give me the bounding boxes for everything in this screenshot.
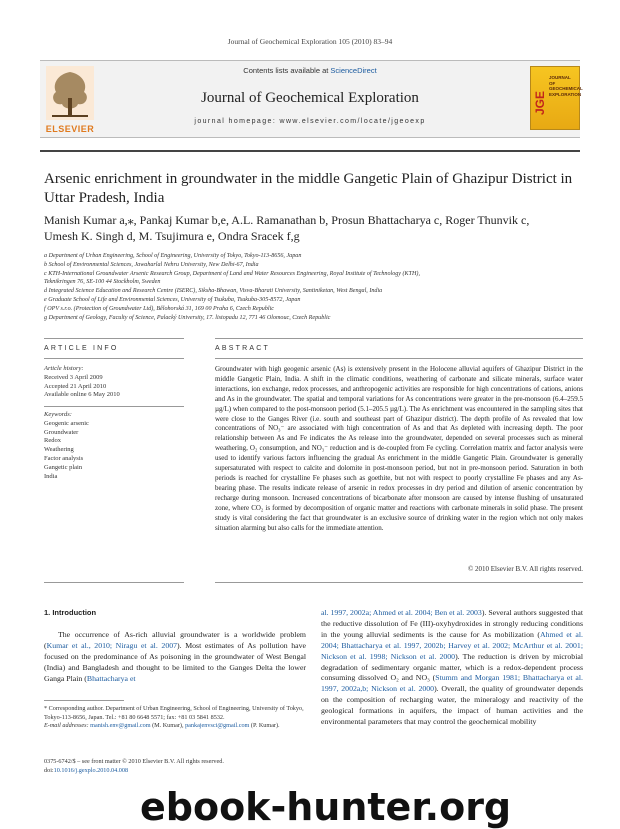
author-list: [44, 212, 584, 244]
issn-line: 0375-6742/$ – see front matter © 2010 Elsevier B.V. All rights reserved.: [44, 758, 224, 765]
keyword: Redox: [44, 437, 61, 445]
footnote: [44, 705, 306, 731]
intro-text: The occurrence of As-rich alluvial groundwater is a worldwide problem (: [44, 630, 306, 650]
abstract-text: Groundwater with high geogenic arsenic (As) is extensively present in the Holocene alluvial aquifers of Ghazipur District in the middle Gangetic Plain, India. A shift in the climatic conditions, weathering of carbonate and silicate minerals, surface water interactions, ion exchange, redox processes, and anthropogenic activities are responsible for high concentrations of cations, anions and As in the groundwater. The spatial and temporal variations for As concentrations were greater in the pre-monsoon (6.4–259.5 µg/L) when compared to the post-monsoon period (5.1–205.5 µg/L). The As enrichment was encountered in the sampling sites that were close to the Ganges River (i.e. south and southeast part of Ghazipur district). The depth profile of As revealed that low concentrations of NO₃⁻ are associated with high concentration of As and that As depleted with increasing depth. The poor relationship between As and Fe indicates the As release into the groundwater, depended on several processes such as mineral weathering, O₂ consumption, and NO₃⁻ reduction and is de-coupled from Fe cycling. Correlation matrix and factor analysis were used to identify various factors influencing the gradual As enrichment in the middle Gangetic Plain. Groundwater is generally supersaturated with respect to calcite and dolomite in post-monsoon period, but not in pre-monsoon period. Saturation in both periods is reached for crystalline Fe phases such as goethite, but not with respect to poorly crystalline Fe phases and any As-bearing phase. The results indicate release of arsenic in redox processes in dry period and dilution of arsenic concentration by recharge during monsoon. Increased concentrations of bicarbonate after monsoon are caused by intense flushing of unsaturated zone, where CO₂ is formed by decomposition of organic matter and reactions with carbonate minerals in solid phase. The present study is vital considering the fact that groundwater is an exclusive source of drinking water in the region which not only makes situation alarming but also calls for the immediate attention.: [215, 365, 583, 532]
email-line: [44, 722, 306, 731]
article-info-heading: ARTICLE INFO: [44, 345, 119, 352]
history-rule: [44, 406, 184, 407]
affiliation-g: g Department of Geology, Faculty of Science, Palacký University, 17. listopadu 12, 771 46 Olomouc, Czech Republic: [44, 314, 331, 321]
cover-title: JOURNAL OF GEOCHEMICAL EXPLORATION: [549, 75, 583, 97]
journal-citation: Journal of Geochemical Exploration 105 (2010) 83–94: [227, 37, 393, 46]
keyword: Weathering: [44, 446, 74, 454]
journal-title: Journal of Geochemical Exploration: [201, 90, 419, 106]
affiliation-d: d Integrated Science Education and Research Centre (ISERC), Siksha-Bhawan, Visva-Bharati University, Santiniketan, West Bengal, India: [44, 288, 383, 295]
intro-text: ). The reduction is driven by microbial degradation of sedimentary organic matter, which is a redox-dependent process consuming dissolved O₂ and NO₃ (: [321, 651, 583, 683]
authors-line-1: Manish Kumar a,⁎, Pankaj Kumar b,e, A.L. Ramanathan b, Prosun Bhattacharya c, Roger Thunvik c,: [44, 213, 530, 227]
header-rule: [40, 150, 580, 152]
doi-link[interactable]: 10.1016/j.gexplo.2010.04.008: [53, 766, 129, 774]
info-rule-end: [44, 582, 184, 583]
abstract-heading: ABSTRACT: [215, 345, 270, 352]
citation-link[interactable]: Bhattacharya et: [86, 673, 136, 683]
intro-text: ). Several authors suggested that the reductive dissolution of Fe (III)-oxyhydroxides in strongly reducing conditions in the young alluvial sediments is the cause for As mobilization (: [321, 608, 583, 639]
keywords-label: Keywords:: [44, 411, 72, 418]
elsevier-tree-icon: [40, 62, 100, 128]
info-rule-top: [44, 338, 184, 339]
keyword: Groundwater: [44, 428, 79, 436]
publisher-wordmark: ELSEVIER: [45, 124, 95, 134]
authors-line-2: Umesh K. Singh d, M. Tsujimura e, Ondra Sracek f,g: [44, 229, 300, 243]
journal-homepage[interactable]: journal homepage: www.elsevier.com/locate/jgeoexp: [194, 118, 426, 125]
email-owner: (M. Kumar),: [150, 722, 186, 730]
contents-line: [100, 66, 520, 75]
affiliation-c: c KTH-International Groundwater Arsenic Research Group, Department of Land and Water Resources Engineering, Royal Institute of Technology (KTH),: [44, 270, 420, 277]
history-label: Article history:: [44, 365, 84, 372]
watermark: ebook-hunter.org: [140, 785, 512, 829]
affiliation-b: b School of Environmental Sciences, Jawaharlal Nehru University, New Delhi-67, India: [44, 261, 259, 268]
contents-prefix: Contents lists available at: [243, 66, 331, 75]
doi-line: [44, 767, 306, 776]
email-link[interactable]: manish.env@gmail.com: [90, 722, 151, 730]
keyword: Geogenic arsenic: [44, 419, 89, 427]
copyright: © 2010 Elsevier B.V. All rights reserved.: [467, 565, 583, 573]
corresponding-author-note: * Corresponding author. Department of Urban Engineering, School of Engineering, University of Tokyo, Tokyo-113-8656, Japan. Tel.: +81 80 6648 5571; fax: +81 03 5841 8532.: [44, 705, 304, 721]
intro-right-paragraph: [321, 608, 583, 728]
issn-block: [44, 758, 306, 775]
keywords: [44, 411, 184, 481]
email-label: E-mail addresses:: [44, 722, 91, 730]
sciencedirect-link[interactable]: ScienceDirect: [330, 66, 377, 75]
keyword: Gangetic plain: [44, 463, 83, 471]
history-accepted: Accepted 21 April 2010: [44, 382, 107, 390]
email-link[interactable]: pankajenvsci@gmail.com: [185, 722, 250, 730]
abstract-rule-end: [215, 582, 583, 583]
cover-abbrev: JGE: [533, 90, 547, 115]
affiliation-a: a Department of Urban Engineering, School of Engineering, University of Tokyo, Tokyo-113-8656, Japan: [44, 253, 302, 259]
journal-cover-thumbnail: [530, 66, 583, 130]
info-rule-bottom: [44, 358, 184, 359]
citation-link[interactable]: Ahmed et al. 2004; Bhattacharya et al. 1997, 2002b; Harvey et al. 2002; McArthur et al. 2001; Nickson et al. 1998; Nickson et al. 2000: [321, 629, 583, 661]
affiliations: [44, 252, 584, 322]
affiliation-f: f OPV s.r.o. (Protection of Groundwater Ltd), Bělohorská 31, 169 00 Praha 6, Czech Republic: [44, 305, 274, 312]
affiliation-c-cont: Teknikringen 76, SE-100 44 Stockholm, Sweden: [44, 279, 161, 286]
history-online: Available online 6 May 2010: [44, 391, 120, 399]
citation-link[interactable]: Stumm and Morgan 1981; Bhattacharya et al. 1997, 2002a,b; Nickson et al. 2000: [321, 673, 583, 694]
intro-text: ). Most estimates of As pollution have focused on the predominance of As poisoning in the groundwater of West Bengal (India) and Bangladesh and thought to be limited to the Ganges Delta the lower Ganga Plain (: [44, 640, 306, 683]
doi-label: doi:: [44, 766, 54, 774]
section-heading: 1. Introduction: [44, 608, 97, 617]
keyword: India: [44, 472, 58, 480]
keyword: Factor analysis: [44, 454, 84, 462]
abstract-rule-top: [215, 338, 583, 339]
footnote-rule: [44, 700, 124, 701]
intro-left-paragraph: [44, 630, 306, 685]
affiliation-e: e Graduate School of Life and Environmental Sciences, University of Tsukuba, Tsukuba-305-8572, Japan: [44, 296, 301, 303]
abstract-rule-bottom: [215, 358, 583, 359]
citation-link[interactable]: Kumar et al., 2010; Niragu et al. 2007: [46, 640, 178, 650]
history-received: Received 3 April 2009: [44, 373, 103, 381]
email-owner: (P. Kumar).: [249, 722, 280, 730]
article-history: [44, 365, 184, 400]
article-title: Arsenic enrichment in groundwater in the middle Gangetic Plain of Ghazipur District in Uttar Pradesh, India: [44, 171, 573, 206]
intro-text: ). Overall, the quality of groundwater depends on the composition of recharging water, the mineralogy and reactivity of the geological formations in aquifers, the impact of human activities and the environmental parameters that may control the geochemical mobility: [321, 684, 583, 727]
citation-link[interactable]: al. 1997, 2002a; Ahmed et al. 2004; Ben et al. 2003: [321, 608, 482, 617]
